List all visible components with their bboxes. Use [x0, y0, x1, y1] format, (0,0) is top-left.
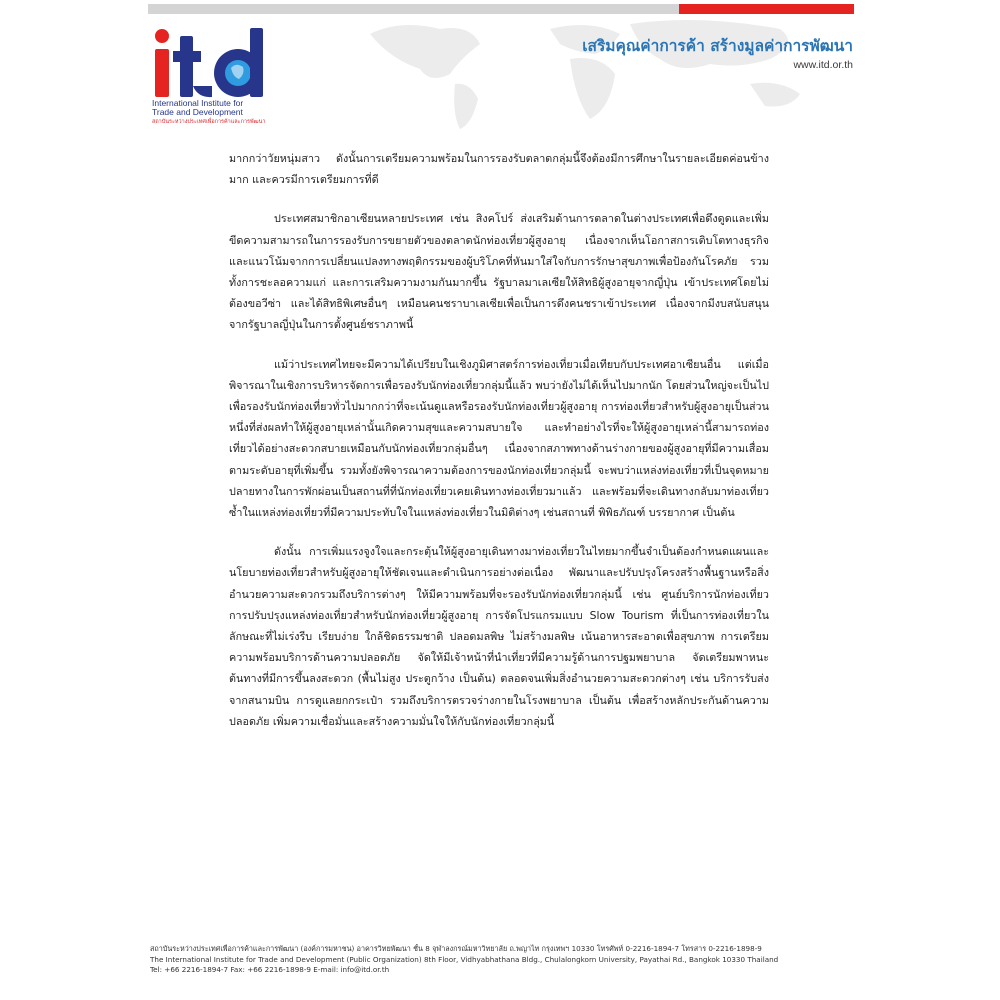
- document-footer: [150, 944, 850, 976]
- header-slogan: เสริมคุณค่าการค้า สร้างมูลค่าการพัฒนา: [582, 37, 853, 55]
- document-body: [229, 148, 769, 750]
- body-paragraph-2: ประเทศสมาชิกอาเซียนหลายประเทศ เช่น สิงคโปร์ ส่งเสริมด้านการตลาดในต่างประเทศเพื่อดึงดูดและเพิ่มขีดความสามารถในการรองรับการขยายตัวของตลาดนักท่องเที่ยวผู้สูงอายุ เนื่องจากเห็นโอกาสการเติบโตทางธุรกิจและแนวโน้มจากการเปลี่ยนแปลงทางพฤติกรรมของผู้บริโภคที่หันมาใส่ใจกับการรักษาสุขภาพเพื่อป้องกันโรคภัย รวมทั้งการชะลอความแก่ และการเสริมความงามกันมากขึ้น รัฐบาลมาเลเซียให้สิทธิผู้สูงอายุจากญี่ปุ่น เข้าประเทศโดยไม่ต้องขอวีซ่า และได้สิทธิพิเศษอื่นๆ เหมือนคนชราบาเลเซียเพื่อเป็นการดึงคนชราเข้าประเทศ เนื่องจากมีงบสนับสนุนจากรัฐบาลญี่ปุ่นในการตั้งศูนย์ชราภาพนี้: [229, 212, 769, 332]
- logo-caption-line1: International Institute for: [152, 98, 244, 108]
- header-top-bar-grey: [148, 4, 679, 14]
- footer-address-thai: สถาบันระหว่างประเทศเพื่อการค้าและการพัฒนา (องค์การมหาชน) อาคารวิทยพัฒนา ชั้น 8 จุฬาลงกรณ์มหาวิทยาลัย ถ.พญาไท กรุงเทพฯ 10330 โทรศัพท์ 0-2216-1894-7 โทรสาร 0-2216-1898-9: [150, 944, 762, 953]
- logo-caption-thai: สถาบันระหว่างประเทศเพื่อการค้าและการพัฒนา: [152, 119, 266, 125]
- body-paragraph-1: มากกว่าวัยหนุ่มสาว ดังนั้นการเตรียมความพร้อมในการรองรับตลาดกลุ่มนี้จึงต้องมีการศึกษาในรายละเอียดค่อนข้างมาก และควรมีการเตรียมการที่ดี: [229, 152, 769, 187]
- logo-dot-icon: [155, 29, 169, 43]
- body-paragraph-3: แม้ว่าประเทศไทยจะมีความได้เปรียบในเชิงภูมิศาสตร์การท่องเที่ยวเมื่อเทียบกับประเทศอาเซียนอื่น แต่เมื่อพิจารณาในเชิงการบริหารจัดการเพื่อรองรับนักท่องเที่ยวกลุ่มนี้แล้ว พบว่ายังไม่ได้เห็นไปมากนัก โดยส่วนใหญ่จะเป็นไปเพื่อรองรับนักท่องเที่ยวทั่วไปมากกว่าที่จะเน้นดูแลหรือรองรับนักท่องเที่ยวผู้สูงอายุ การท่องเที่ยวสำหรับผู้สูงอายุเป็นส่วนหนึ่งที่ส่งผลทำให้ผู้สูงอายุเหล่านั้นเกิดความสุขและความสบายใจ และทำอย่างไรที่จะให้ผู้สูงอายุเหล่านี้สามารถท่องเที่ยวได้อย่างสะดวกสบายเหมือนกับนักท่องเที่ยวกลุ่มอื่นๆ เนื่องจากสภาพทางด้านร่างกายของผู้สูงอายุที่มีความเสื่อมตามระดับอายุที่เพิ่มขึ้น รวมทั้งยังพิจารณาความต้องการของนักท่องเที่ยวกลุ่มนี้ จะพบว่าแหล่งท่องเที่ยวที่เป็นจุดหมายปลายทางในการพักผ่อนเป็นสถานที่ที่นักท่องเที่ยวเคยเดินทางท่องเที่ยวมาแล้ว และพร้อมที่จะเดินทางกลับมาท่องเที่ยวซ้ำในแหล่งท่องเที่ยวที่มีความประทับใจในแหล่งท่องเที่ยวในมิติต่างๆ เช่นสถานที่ พิพิธภัณฑ์ บรรยากาศ เป็นต้น: [229, 357, 769, 520]
- footer-contact: Tel: +66 2216-1894-7 Fax: +66 2216-1898-9 E-mail: info@itd.or.th: [150, 965, 390, 975]
- body-paragraph-4: ดังนั้น การเพิ่มแรงจูงใจและกระตุ้นให้ผู้สูงอายุเดินทางมาท่องเที่ยวในไทยมากขึ้นจำเป็นต้องกำหนดแผนและนโยบายท่องเที่ยวสำหรับผู้สูงอายุให้ชัดเจนและดำเนินการอย่างต่อเนื่อง พัฒนาและปรับปรุงโครงสร้างพื้นฐานหรือสิ่งอำนวยความสะดวกรวมถึงบริการต่างๆ ให้มีความพร้อมที่จะรองรับนักท่องเที่ยวกลุ่มนี้ เช่น ศูนย์บริการนักท่องเที่ยว การปรับปรุงแหล่งท่องเที่ยวสำหรับนักท่องเที่ยวผู้สูงอายุ การจัดโปรแกรมแบบ Slow Tourism ที่เป็นการท่องเที่ยวในลักษณะที่ไม่เร่งรีบ เรียบง่าย ใกล้ชิดธรรมชาติ ปลอดมลพิษ ไม่สร้างมลพิษ เน้นอาหารสะอาดเพื่อสุขภาพ การเตรียมความพร้อมบริการด้านความปลอดภัย จัดให้มีเจ้าหน้าที่นำเที่ยวที่มีความรู้ด้านการปฐมพยาบาล จัดเตรียมพาหนะต้นทางที่มีการขึ้นลงสะดวก (พื้นไม่สูง ประตูกว้าง เป็นต้น) ตลอดจนเพิ่มสิ่งอำนวยความสะดวกต่างๆ เช่น บริการรับส่งจากสนามบิน การดูแลยกกระเป๋า รวมถึงบริการตรวจร่างกายในโรงพยาบาล เป็นต้น เพื่อสร้างหลักประกันด้านความปลอดภัย เพิ่มความเชื่อมั่นและสร้างความมั่นใจให้กับนักท่องเที่ยวกลุ่มนี้: [229, 545, 769, 728]
- header-website-link[interactable]: www.itd.or.th: [793, 59, 853, 71]
- world-map-watermark: [360, 14, 854, 132]
- footer-address-english: The International Institute for Trade and Development (Public Organization) 8th Floor, Vidhyabhathana Bldg., Chulalongkorn University, Payathai Rd., Bangkok 10330 Thailand: [150, 954, 779, 964]
- logo-caption: [152, 99, 282, 127]
- header-top-bar: [148, 4, 854, 14]
- logo-caption-line2: Trade and Development: [152, 107, 243, 117]
- header-top-bar-red: [679, 4, 854, 14]
